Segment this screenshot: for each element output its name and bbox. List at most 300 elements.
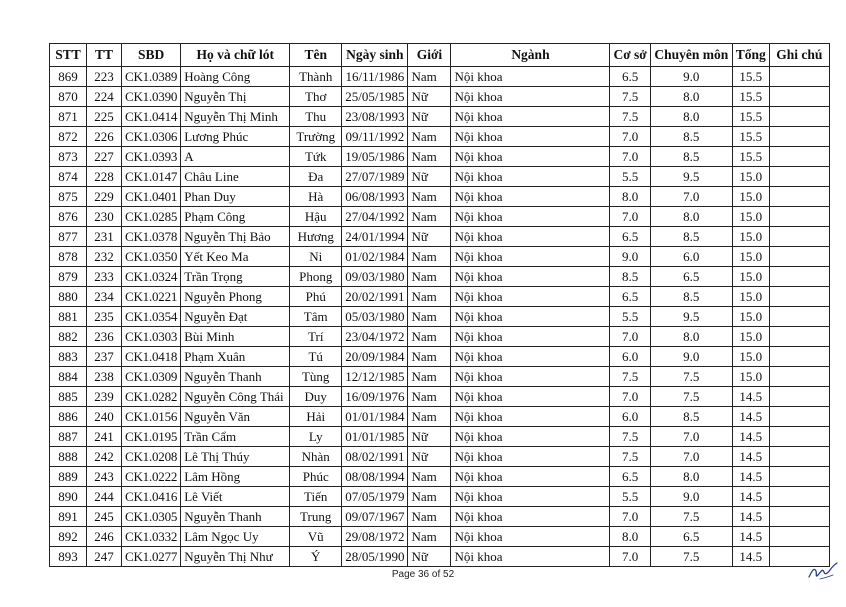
cell-ho-lot: Lâm Ngọc Uy (181, 527, 290, 547)
cell-ghi-chu (769, 207, 829, 227)
cell-ghi-chu (769, 187, 829, 207)
cell-ho-lot: Trần Trọng (181, 267, 290, 287)
cell-stt: 891 (50, 507, 87, 527)
cell-nganh: Nội khoa (451, 187, 610, 207)
cell-nganh: Nội khoa (451, 327, 610, 347)
cell-ghi-chu (769, 527, 829, 547)
cell-stt: 892 (50, 527, 87, 547)
cell-ho-lot: Nguyễn Thị Bảo (181, 227, 290, 247)
cell-stt: 878 (50, 247, 87, 267)
table-row (50, 207, 830, 227)
cell-co-so: 7.0 (610, 127, 650, 147)
cell-nganh: Nội khoa (451, 247, 610, 267)
cell-tt: 224 (87, 87, 122, 107)
cell-tt: 241 (87, 427, 122, 447)
cell-co-so: 7.5 (610, 87, 650, 107)
cell-ho-lot: Châu Line (181, 167, 290, 187)
cell-tong: 15.0 (732, 187, 769, 207)
cell-tt: 246 (87, 527, 122, 547)
cell-tong: 15.0 (732, 367, 769, 387)
table-row (50, 67, 830, 87)
cell-ho-lot: A (181, 147, 290, 167)
cell-chuyen-mon: 9.0 (650, 487, 732, 507)
cell-chuyen-mon: 7.0 (650, 187, 732, 207)
cell-ten: Hương (290, 227, 342, 247)
cell-nganh: Nội khoa (451, 547, 610, 567)
cell-ho-lot: Yết Keo Ma (181, 247, 290, 267)
cell-nganh: Nội khoa (451, 467, 610, 487)
cell-gioi: Nam (408, 327, 451, 347)
cell-tong: 15.0 (732, 287, 769, 307)
cell-chuyen-mon: 8.0 (650, 87, 732, 107)
table-row (50, 187, 830, 207)
cell-tong: 15.5 (732, 67, 769, 87)
cell-ten: Ly (290, 427, 342, 447)
table-row (50, 87, 830, 107)
table-row (50, 427, 830, 447)
cell-tong: 15.5 (732, 127, 769, 147)
table-row (50, 447, 830, 467)
cell-chuyen-mon: 7.5 (650, 507, 732, 527)
table-row (50, 167, 830, 187)
cell-sbd: CK1.0390 (122, 87, 181, 107)
cell-co-so: 7.5 (610, 367, 650, 387)
cell-gioi: Nam (408, 387, 451, 407)
header-ten: Tên (290, 44, 342, 67)
cell-ho-lot: Nguyễn Thị Minh (181, 107, 290, 127)
cell-ngay-sinh: 25/05/1985 (342, 87, 408, 107)
cell-gioi: Nam (408, 67, 451, 87)
table-row (50, 267, 830, 287)
cell-chuyen-mon: 8.5 (650, 407, 732, 427)
cell-ten: Phúc (290, 467, 342, 487)
cell-ghi-chu (769, 327, 829, 347)
cell-co-so: 7.5 (610, 447, 650, 467)
results-sheet (49, 43, 830, 567)
cell-chuyen-mon: 8.5 (650, 287, 732, 307)
cell-ho-lot: Nguyễn Công Thái (181, 387, 290, 407)
cell-ten: Ý (290, 547, 342, 567)
cell-co-so: 6.5 (610, 467, 650, 487)
table-row (50, 307, 830, 327)
cell-chuyen-mon: 7.5 (650, 367, 732, 387)
cell-tong: 15.0 (732, 167, 769, 187)
cell-nganh: Nội khoa (451, 267, 610, 287)
cell-gioi: Nam (408, 287, 451, 307)
cell-ho-lot: Hoàng Công (181, 67, 290, 87)
cell-ho-lot: Nguyễn Thanh (181, 507, 290, 527)
cell-ghi-chu (769, 307, 829, 327)
cell-ghi-chu (769, 347, 829, 367)
table-row (50, 287, 830, 307)
cell-co-so: 9.0 (610, 247, 650, 267)
cell-ho-lot: Lê Viết (181, 487, 290, 507)
cell-sbd: CK1.0156 (122, 407, 181, 427)
cell-ghi-chu (769, 467, 829, 487)
cell-co-so: 6.5 (610, 287, 650, 307)
cell-chuyen-mon: 7.0 (650, 447, 732, 467)
cell-tong: 14.5 (732, 387, 769, 407)
cell-ngay-sinh: 19/05/1986 (342, 147, 408, 167)
cell-tong: 14.5 (732, 527, 769, 547)
header-row (50, 44, 830, 67)
cell-ho-lot: Trần Cẩm (181, 427, 290, 447)
cell-stt: 883 (50, 347, 87, 367)
cell-ten: Đa (290, 167, 342, 187)
cell-chuyen-mon: 8.5 (650, 127, 732, 147)
cell-stt: 871 (50, 107, 87, 127)
cell-ngay-sinh: 01/01/1984 (342, 407, 408, 427)
cell-gioi: Nữ (408, 107, 451, 127)
cell-gioi: Nữ (408, 227, 451, 247)
cell-sbd: CK1.0418 (122, 347, 181, 367)
cell-gioi: Nam (408, 307, 451, 327)
cell-gioi: Nam (408, 187, 451, 207)
cell-ghi-chu (769, 67, 829, 87)
cell-sbd: CK1.0306 (122, 127, 181, 147)
header-sbd: SBD (122, 44, 181, 67)
cell-tong: 15.5 (732, 147, 769, 167)
cell-ghi-chu (769, 447, 829, 467)
cell-tong: 15.0 (732, 327, 769, 347)
table-row (50, 527, 830, 547)
cell-sbd: CK1.0414 (122, 107, 181, 127)
cell-sbd: CK1.0378 (122, 227, 181, 247)
cell-stt: 880 (50, 287, 87, 307)
cell-ngay-sinh: 28/05/1990 (342, 547, 408, 567)
cell-tt: 232 (87, 247, 122, 267)
cell-sbd: CK1.0285 (122, 207, 181, 227)
cell-co-so: 8.5 (610, 267, 650, 287)
cell-nganh: Nội khoa (451, 287, 610, 307)
header-nganh: Ngành (451, 44, 610, 67)
cell-chuyen-mon: 8.0 (650, 207, 732, 227)
cell-co-so: 5.5 (610, 307, 650, 327)
cell-tong: 15.5 (732, 87, 769, 107)
cell-ho-lot: Nguyễn Phong (181, 287, 290, 307)
cell-chuyen-mon: 7.0 (650, 427, 732, 447)
cell-stt: 886 (50, 407, 87, 427)
cell-gioi: Nam (408, 207, 451, 227)
header-ho-lot: Họ và chữ lót (181, 44, 290, 67)
cell-gioi: Nam (408, 267, 451, 287)
cell-stt: 885 (50, 387, 87, 407)
cell-gioi: Nam (408, 127, 451, 147)
cell-ho-lot: Lê Thị Thúy (181, 447, 290, 467)
cell-chuyen-mon: 9.5 (650, 167, 732, 187)
header-tong: Tổng (732, 44, 769, 67)
cell-ghi-chu (769, 367, 829, 387)
cell-ngay-sinh: 09/07/1967 (342, 507, 408, 527)
table-row (50, 107, 830, 127)
cell-ten: Trung (290, 507, 342, 527)
cell-nganh: Nội khoa (451, 367, 610, 387)
cell-ngay-sinh: 20/02/1991 (342, 287, 408, 307)
cell-co-so: 7.0 (610, 147, 650, 167)
cell-ghi-chu (769, 227, 829, 247)
page-number: Page 36 of 52 (391, 569, 455, 580)
cell-tong: 14.5 (732, 547, 769, 567)
cell-ho-lot: Nguyễn Văn (181, 407, 290, 427)
cell-ghi-chu (769, 387, 829, 407)
cell-gioi: Nữ (408, 447, 451, 467)
cell-gioi: Nam (408, 527, 451, 547)
cell-ho-lot: Phạm Xuân (181, 347, 290, 367)
cell-ngay-sinh: 20/09/1984 (342, 347, 408, 367)
cell-sbd: CK1.0324 (122, 267, 181, 287)
cell-ngay-sinh: 09/03/1980 (342, 267, 408, 287)
table-row (50, 367, 830, 387)
cell-tt: 238 (87, 367, 122, 387)
cell-ten: Ni (290, 247, 342, 267)
cell-sbd: CK1.0332 (122, 527, 181, 547)
cell-gioi: Nam (408, 147, 451, 167)
cell-ten: Trường (290, 127, 342, 147)
cell-sbd: CK1.0350 (122, 247, 181, 267)
cell-ghi-chu (769, 107, 829, 127)
cell-chuyen-mon: 9.0 (650, 67, 732, 87)
cell-nganh: Nội khoa (451, 107, 610, 127)
cell-tt: 226 (87, 127, 122, 147)
table-body (50, 67, 830, 567)
cell-ho-lot: Nguyễn Thị Như (181, 547, 290, 567)
table-row (50, 127, 830, 147)
cell-ten: Hậu (290, 207, 342, 227)
cell-stt: 873 (50, 147, 87, 167)
cell-nganh: Nội khoa (451, 67, 610, 87)
cell-gioi: Nam (408, 507, 451, 527)
cell-ho-lot: Phan Duy (181, 187, 290, 207)
table-row (50, 487, 830, 507)
cell-tt: 229 (87, 187, 122, 207)
cell-ten: Thu (290, 107, 342, 127)
cell-sbd: CK1.0303 (122, 327, 181, 347)
table-row (50, 507, 830, 527)
cell-nganh: Nội khoa (451, 427, 610, 447)
cell-tt: 227 (87, 147, 122, 167)
cell-chuyen-mon: 9.5 (650, 307, 732, 327)
cell-ngay-sinh: 16/11/1986 (342, 67, 408, 87)
cell-stt: 874 (50, 167, 87, 187)
cell-tong: 15.0 (732, 267, 769, 287)
cell-tt: 243 (87, 467, 122, 487)
cell-stt: 889 (50, 467, 87, 487)
cell-stt: 890 (50, 487, 87, 507)
cell-stt: 882 (50, 327, 87, 347)
table-row (50, 547, 830, 567)
cell-tt: 247 (87, 547, 122, 567)
cell-tong: 15.0 (732, 207, 769, 227)
cell-nganh: Nội khoa (451, 147, 610, 167)
cell-ho-lot: Nguyễn Thị (181, 87, 290, 107)
cell-ten: Tú (290, 347, 342, 367)
signature-mark (806, 557, 840, 583)
cell-chuyen-mon: 6.0 (650, 247, 732, 267)
cell-sbd: CK1.0309 (122, 367, 181, 387)
cell-sbd: CK1.0393 (122, 147, 181, 167)
cell-chuyen-mon: 8.0 (650, 327, 732, 347)
cell-co-so: 7.0 (610, 547, 650, 567)
cell-sbd: CK1.0282 (122, 387, 181, 407)
cell-ho-lot: Bùi Minh (181, 327, 290, 347)
cell-ten: Trí (290, 327, 342, 347)
cell-ghi-chu (769, 247, 829, 267)
cell-co-so: 7.5 (610, 427, 650, 447)
table-row (50, 387, 830, 407)
cell-co-so: 6.5 (610, 67, 650, 87)
cell-sbd: CK1.0401 (122, 187, 181, 207)
cell-tt: 225 (87, 107, 122, 127)
cell-ghi-chu (769, 87, 829, 107)
cell-ngay-sinh: 05/03/1980 (342, 307, 408, 327)
cell-ghi-chu (769, 167, 829, 187)
cell-nganh: Nội khoa (451, 207, 610, 227)
cell-ho-lot: Lương Phúc (181, 127, 290, 147)
cell-ghi-chu (769, 267, 829, 287)
cell-tong: 14.5 (732, 487, 769, 507)
cell-co-so: 8.0 (610, 527, 650, 547)
cell-ten: Hà (290, 187, 342, 207)
cell-tt: 230 (87, 207, 122, 227)
header-tt: TT (87, 44, 122, 67)
cell-tong: 14.5 (732, 447, 769, 467)
cell-ho-lot: Phạm Công (181, 207, 290, 227)
table-row (50, 247, 830, 267)
cell-gioi: Nữ (408, 427, 451, 447)
cell-ten: Duy (290, 387, 342, 407)
cell-ho-lot: Nguyễn Đạt (181, 307, 290, 327)
cell-stt: 872 (50, 127, 87, 147)
table-row (50, 227, 830, 247)
cell-ngay-sinh: 27/07/1989 (342, 167, 408, 187)
table-row (50, 467, 830, 487)
cell-ngay-sinh: 23/04/1972 (342, 327, 408, 347)
cell-gioi: Nam (408, 467, 451, 487)
cell-sbd: CK1.0221 (122, 287, 181, 307)
cell-gioi: Nam (408, 347, 451, 367)
table-row (50, 327, 830, 347)
cell-nganh: Nội khoa (451, 307, 610, 327)
cell-ghi-chu (769, 487, 829, 507)
cell-ten: Tiến (290, 487, 342, 507)
cell-stt: 893 (50, 547, 87, 567)
cell-co-so: 5.5 (610, 487, 650, 507)
cell-chuyen-mon: 6.5 (650, 527, 732, 547)
cell-tt: 233 (87, 267, 122, 287)
cell-chuyen-mon: 7.5 (650, 547, 732, 567)
cell-stt: 869 (50, 67, 87, 87)
cell-ngay-sinh: 27/04/1992 (342, 207, 408, 227)
cell-ngay-sinh: 12/12/1985 (342, 367, 408, 387)
cell-stt: 870 (50, 87, 87, 107)
cell-stt: 876 (50, 207, 87, 227)
header-ghi-chu: Ghi chú (769, 44, 829, 67)
cell-tong: 14.5 (732, 467, 769, 487)
cell-ten: Phong (290, 267, 342, 287)
cell-nganh: Nội khoa (451, 447, 610, 467)
cell-co-so: 7.0 (610, 207, 650, 227)
cell-ghi-chu (769, 127, 829, 147)
cell-chuyen-mon: 8.5 (650, 147, 732, 167)
cell-chuyen-mon: 8.0 (650, 467, 732, 487)
cell-ten: Thơ (290, 87, 342, 107)
cell-tt: 228 (87, 167, 122, 187)
cell-co-so: 6.5 (610, 227, 650, 247)
cell-tt: 237 (87, 347, 122, 367)
cell-ngay-sinh: 08/08/1994 (342, 467, 408, 487)
cell-ngay-sinh: 23/08/1993 (342, 107, 408, 127)
cell-ho-lot: Nguyễn Thanh (181, 367, 290, 387)
cell-tt: 242 (87, 447, 122, 467)
cell-co-so: 7.0 (610, 387, 650, 407)
header-chuyen-mon: Chuyên môn (650, 44, 732, 67)
cell-ten: Thành (290, 67, 342, 87)
cell-nganh: Nội khoa (451, 387, 610, 407)
cell-ngay-sinh: 01/02/1984 (342, 247, 408, 267)
cell-gioi: Nam (408, 367, 451, 387)
cell-tong: 15.0 (732, 307, 769, 327)
cell-co-so: 7.0 (610, 507, 650, 527)
cell-gioi: Nam (408, 407, 451, 427)
cell-sbd: CK1.0389 (122, 67, 181, 87)
cell-tt: 244 (87, 487, 122, 507)
cell-ten: Tâm (290, 307, 342, 327)
cell-chuyen-mon: 8.5 (650, 227, 732, 247)
cell-sbd: CK1.0195 (122, 427, 181, 447)
cell-ngay-sinh: 29/08/1972 (342, 527, 408, 547)
cell-sbd: CK1.0277 (122, 547, 181, 567)
cell-stt: 877 (50, 227, 87, 247)
cell-tt: 231 (87, 227, 122, 247)
table-row (50, 407, 830, 427)
cell-stt: 875 (50, 187, 87, 207)
results-table (49, 43, 830, 567)
cell-sbd: CK1.0305 (122, 507, 181, 527)
cell-nganh: Nội khoa (451, 87, 610, 107)
cell-sbd: CK1.0354 (122, 307, 181, 327)
table-row (50, 347, 830, 367)
cell-tt: 245 (87, 507, 122, 527)
cell-ngay-sinh: 01/01/1985 (342, 427, 408, 447)
cell-ngay-sinh: 09/11/1992 (342, 127, 408, 147)
cell-gioi: Nữ (408, 87, 451, 107)
cell-ngay-sinh: 06/08/1993 (342, 187, 408, 207)
table-row (50, 147, 830, 167)
cell-tong: 14.5 (732, 427, 769, 447)
cell-sbd: CK1.0416 (122, 487, 181, 507)
cell-gioi: Nam (408, 487, 451, 507)
cell-co-so: 6.0 (610, 347, 650, 367)
cell-gioi: Nam (408, 247, 451, 267)
cell-ngay-sinh: 16/09/1976 (342, 387, 408, 407)
cell-nganh: Nội khoa (451, 347, 610, 367)
cell-tong: 15.0 (732, 227, 769, 247)
cell-tt: 234 (87, 287, 122, 307)
cell-tong: 14.5 (732, 407, 769, 427)
cell-tong: 15.5 (732, 107, 769, 127)
cell-ten: Hải (290, 407, 342, 427)
header-ngay-sinh: Ngày sinh (342, 44, 408, 67)
cell-ghi-chu (769, 147, 829, 167)
cell-nganh: Nội khoa (451, 507, 610, 527)
cell-ghi-chu (769, 287, 829, 307)
cell-tt: 239 (87, 387, 122, 407)
cell-ten: Tùng (290, 367, 342, 387)
cell-ngay-sinh: 07/05/1979 (342, 487, 408, 507)
cell-tt: 223 (87, 67, 122, 87)
cell-co-so: 5.5 (610, 167, 650, 187)
cell-stt: 881 (50, 307, 87, 327)
